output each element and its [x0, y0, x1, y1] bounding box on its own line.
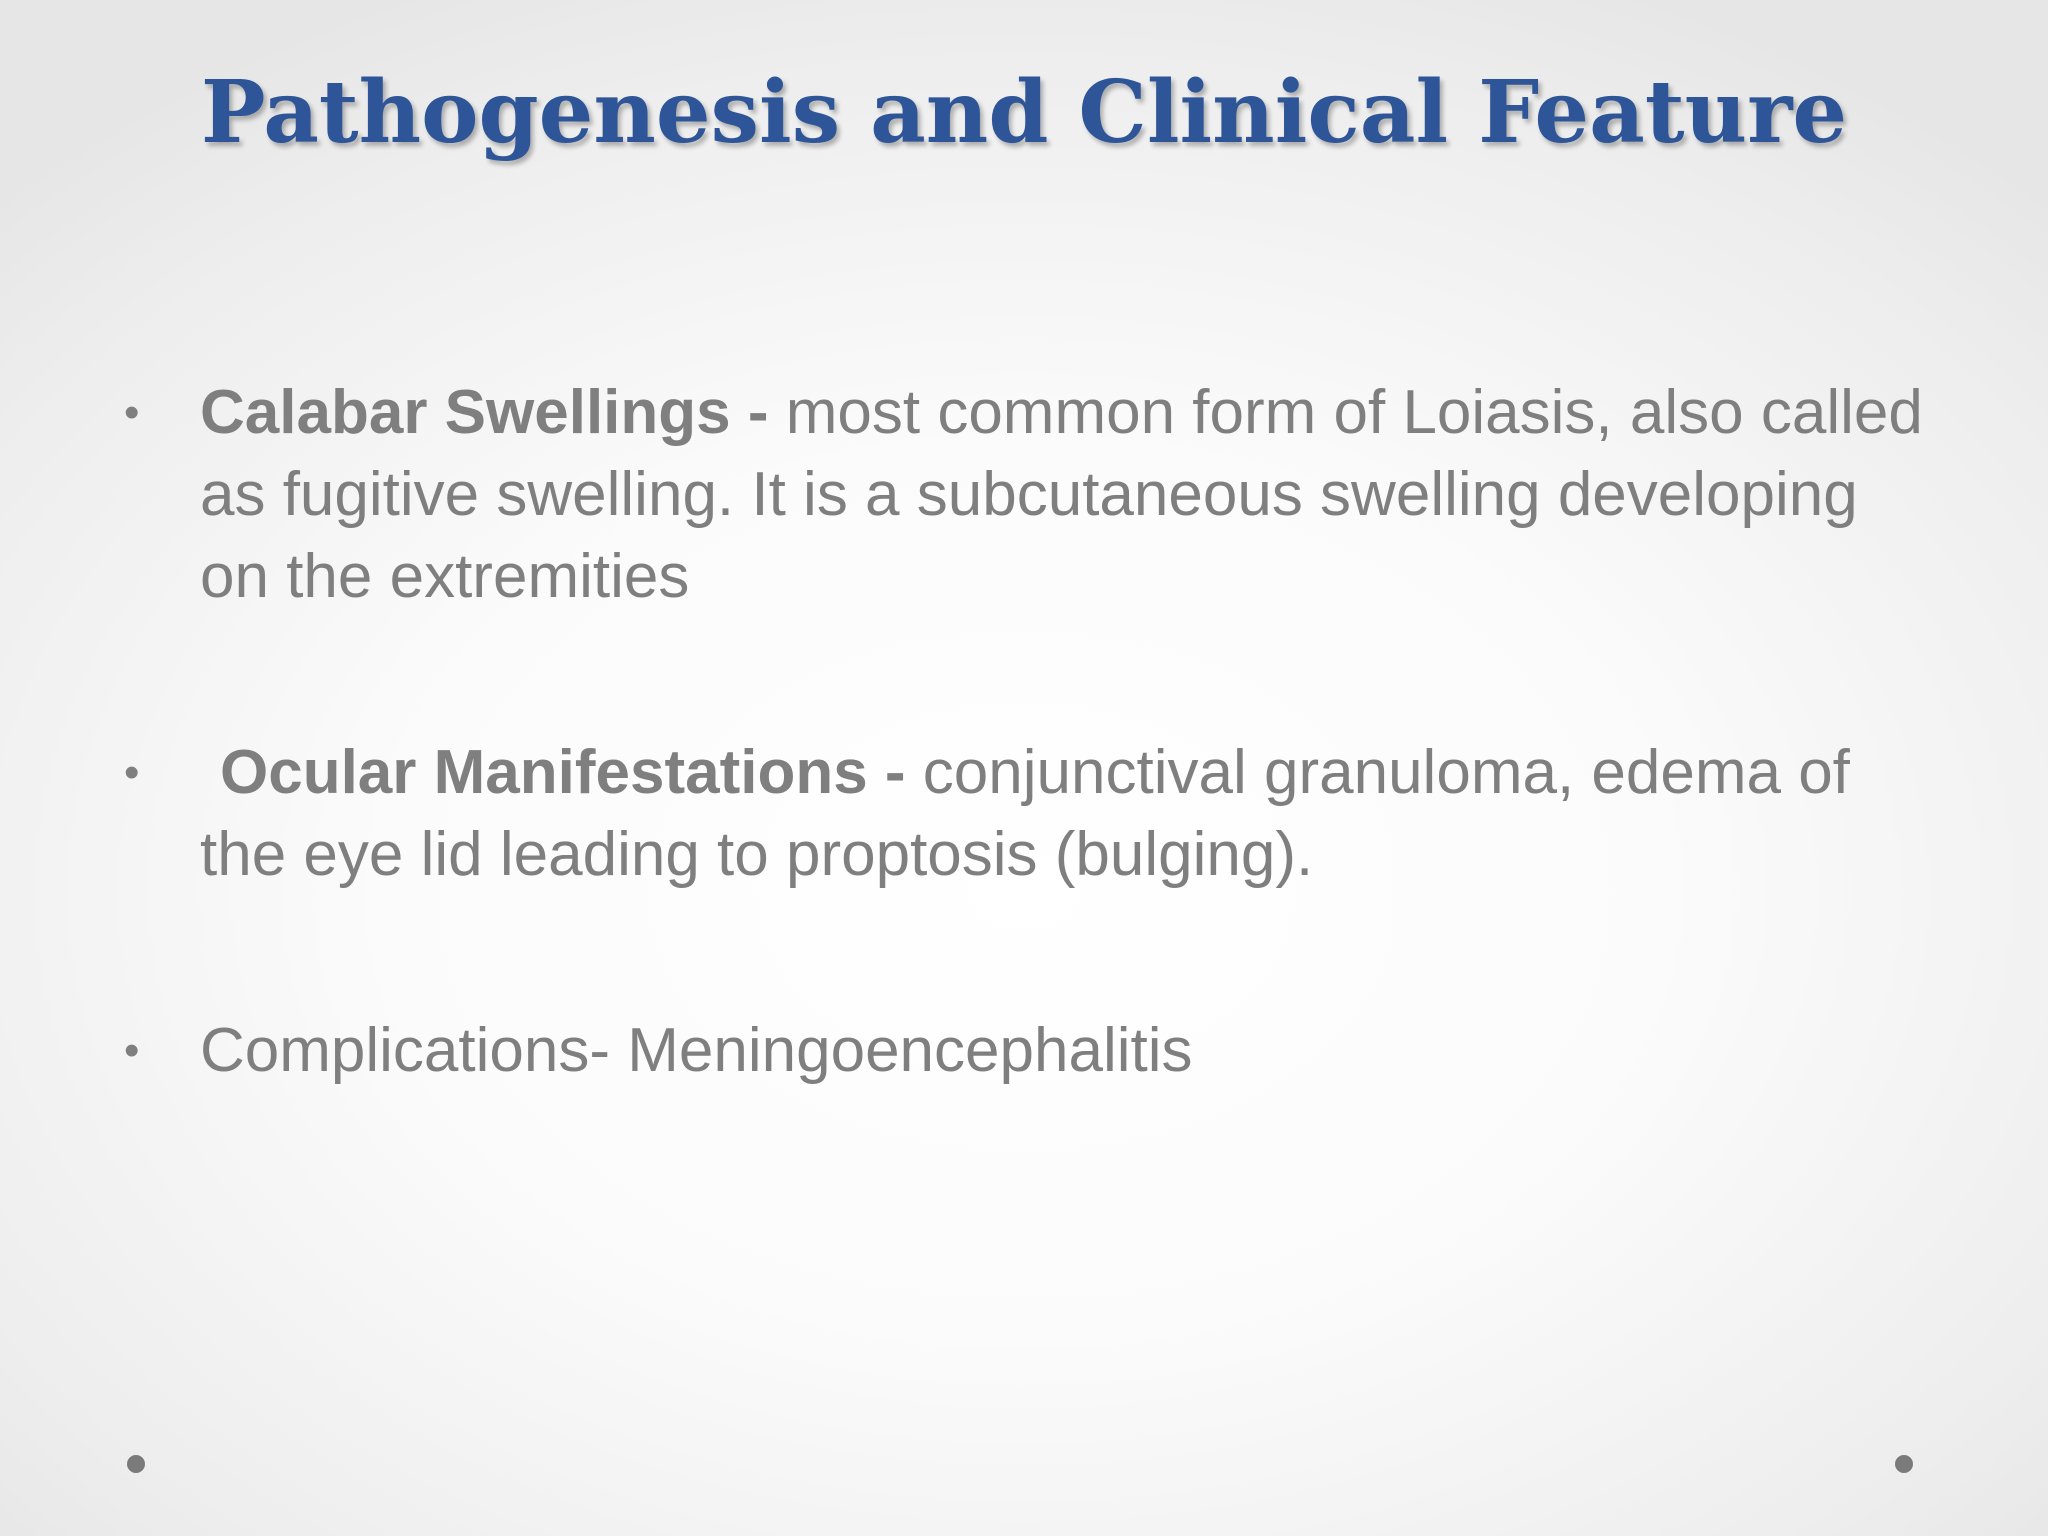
bullet-dot-icon: •: [124, 388, 140, 437]
bullet-term: Ocular Manifestations -: [220, 738, 906, 807]
bullet-dot-icon: •: [124, 748, 140, 797]
bullet-term: Calabar Swellings -: [200, 378, 769, 447]
bullet-item-complications: [124, 1010, 1940, 1092]
slide-title: Pathogenesis and Clinical Feature: [200, 62, 1848, 163]
bullet-dot-icon: •: [124, 1026, 140, 1075]
bullet-text: Complications- Meningoencephalitis: [200, 1016, 1193, 1085]
corner-dot-icon-right: [1895, 1455, 1913, 1473]
bullet-item-calabar-swellings: [124, 372, 1940, 618]
bullet-text: conjunctival granuloma, edema of the eye lid leading to proptosis (bulging).: [200, 738, 1850, 889]
bullet-text: most common form of Loiasis, also called as fugitive swelling. It is a subcutaneous swelling developing on the extremities: [200, 378, 1923, 611]
bullet-item-ocular-manifestations: [124, 732, 1940, 896]
corner-dot-icon-left: [127, 1455, 145, 1473]
